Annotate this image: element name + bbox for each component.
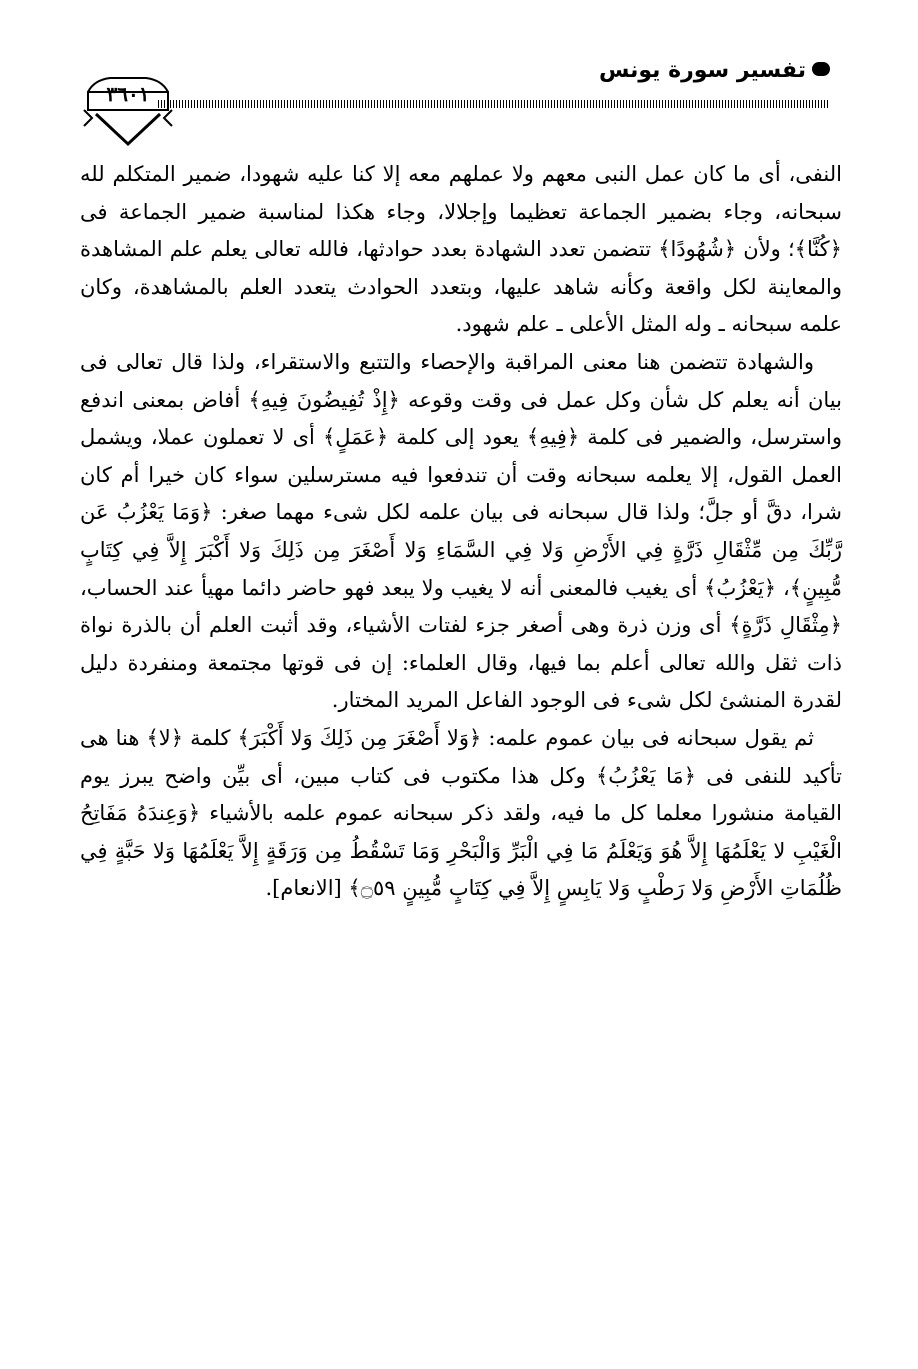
paragraph-1: النفى، أى ما كان عمل النبى معهم ولا عملهم معه إلا كنا عليه شهودا، ضمير المتكلم لله سبحانه، وجاء بضمير الجماعة تعظيما وإجلالا، وجاء هكذا لمناسبة ضمير الجماعة فى ﴿كُنَّا﴾؛ ولأن ﴿شُهُودًا﴾ تتضمن تعدد الشهادة بعدد حوادثها، فالله تعالى يعلم علم المشاهدة والمعاينة لكل واقعة وكأنه شاهد عليها، وبتعدد الحوادث يتعدد العلم بالمشاهدة، وكان علمه سبحانه ـ وله المثل الأعلى ـ علم شهود.	[80, 162, 842, 337]
page-number: ٣٦٠١	[106, 82, 150, 106]
body-text	[80, 156, 842, 908]
header-bullet-icon	[812, 62, 830, 76]
paragraph-3: ثم يقول سبحانه فى بيان عموم علمه: ﴿وَلا أَصْغَرَ مِن ذَلِكَ وَلا أَكْبَرَ﴾ كلمة ﴿لا﴾ هنا هى تأكيد للنفى فى ﴿مَا يَعْزُبُ﴾ وكل هذا مكتوب فى كتاب مبين، أى بيِّن واضح يبرز يوم القيامة منشورا معلما كل ما فيه، ولقد ذكر سبحانه عموم علمه بالأشياء ﴿وَعِندَهُ مَفَاتِحُ الْغَيْبِ لا يَعْلَمُهَا إِلاَّ هُوَ وَيَعْلَمُ مَا فِي الْبَرِّ وَالْبَحْرِ وَمَا تَسْقُطُ مِن وَرَقَةٍ إِلاَّ يَعْلَمُهَا وَلا حَبَّةٍ فِي ظُلُمَاتِ الأَرْضِ وَلا رَطْبٍ وَلا يَابِسٍ إِلاَّ فِي كِتَابٍ مُّبِينٍ ۝٥٩﴾ [الانعام].	[80, 725, 842, 901]
header-rule	[158, 100, 830, 108]
running-header-title: تفسير سورة يونس	[599, 58, 806, 83]
paragraph-2: والشهادة تتضمن هنا معنى المراقبة والإحصاء والتتبع والاستقراء، ولذا قال تعالى فى بيان أنه يعلم كل شأن وكل عمل فى وقت وقوعه ﴿إِذْ تُفِيضُونَ فِيهِ﴾ أفاض بمعنى اندفع واسترسل، والضمير فى كلمة ﴿فِيهِ﴾ يعود إلى كلمة ﴿عَمَلٍ﴾ أى لا تعملون عملا، ويشمل العمل القول، إلا يعلمه سبحانه وقت أن تندفعوا فيه مسترسلين سواء كان خيرا أم كان شرا، دقَّ أو جلَّ؛ ولذا قال سبحانه فى بيان علمه لكل شىء مهما صغر: ﴿وَمَا يَعْزُبُ عَن رَّبِّكَ مِن مِّثْقَالِ ذَرَّةٍ فِي الأَرْضِ وَلا فِي السَّمَاءِ وَلا أَصْغَرَ مِن ذَلِكَ وَلا أَكْبَرَ إِلاَّ فِي كِتَابٍ مُّبِينٍ﴾، ﴿يَعْزُبُ﴾ أى يغيب فالمعنى أنه لا يغيب ولا يبعد فهو حاضر دائما مهيأ عند الحساب، ﴿مِثْقَالِ ذَرَّةٍ﴾ أى وزن ذرة وهى أصغر جزء لفتات الأشياء، وقد أثبت العلم أن بالذرة نواة ذات ثقل والله تعالى أعلم بما فيها، وقال العلماء: إن فى قوتها مجتمعة ومنفردة دليل لقدرة المنشئ لكل شىء فى الوجود الفاعل المريد المختار.	[80, 349, 842, 713]
